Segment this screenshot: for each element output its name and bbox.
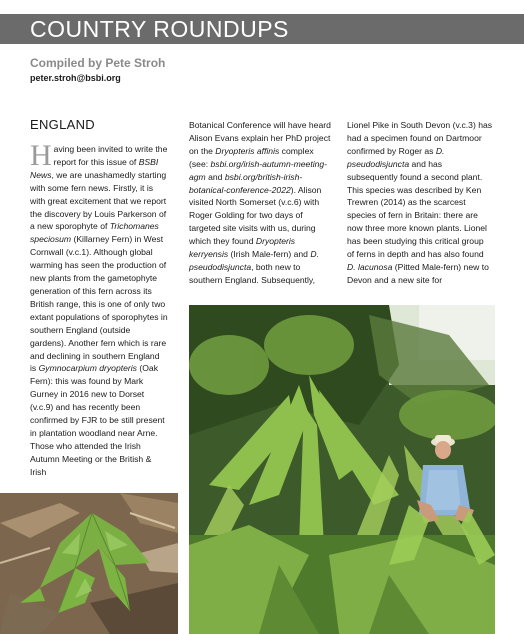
text-run: (Killarney Fern) in West Cornwall (v.c.1). Although global warming has seen the production of new plants from the gametophyte generation of this fern across its British range, this is one of only two extant populations of sporophytes in southern England (outside gardens). Another fern which is rare and declining in southern England is — [30, 234, 168, 374]
paragraph — [30, 139, 168, 479]
text-run: (Oak Fern): this was found by Mark Gurney in 2016 new to Dorset (v.c.9) and has recently been confirmed by FJR to be still present in plantation woodland near Arne. Those who attended the Irish Autumn Meeting or the British & Irish — [30, 363, 165, 477]
text-run: Botanical Conference will have heard Alison Evans explain her PhD project on the — [189, 120, 331, 156]
italic-run: Trichomanes speciosum — [30, 221, 159, 245]
italic-run: BSBI News — [30, 156, 159, 180]
text-column-1 — [30, 139, 168, 479]
text-run: (Pitted Male-fern) new to Devon and a new site for — [347, 261, 489, 285]
text-run: (Irish Male-fern) and — [228, 249, 311, 260]
italic-run: D. pseudodisjuncta — [347, 145, 445, 169]
text-run: , we are unashamedly starting with some fern news. Firstly, it is with great excitement that we report the discovery by Louis Parkerson of a new sporophyte of — [30, 169, 167, 232]
fern-survey-photo-illustration — [189, 305, 495, 634]
paragraph — [189, 119, 331, 287]
text-run: Lionel Pike in South Devon (v.c.3) has had a specimen found on Dartmoor confirmed by Roger as — [347, 120, 493, 156]
text-column-2 — [189, 119, 331, 287]
text-column-3 — [347, 119, 493, 287]
text-run: aving been invited to write the report for this issue of — [53, 144, 168, 167]
oak-fern-photo — [0, 493, 178, 634]
italic-run: Gymnocarpium dryopteris — [38, 363, 137, 374]
oak-fern-photo-illustration — [0, 493, 178, 634]
text-run: and has subsequently found a second plant. This species was described by Ken Trewren (2014) as the scarcest species of fern in Britain: there are now three more known plants. Lionel has been studying this critical group of ferns in depth and has also found — [347, 158, 487, 260]
article-heading: ENGLAND — [30, 117, 95, 132]
text-run: and — [205, 171, 225, 182]
fern-survey-photo — [189, 305, 495, 634]
link-run[interactable]: bsbi.org/irish-autumn-meeting-agm — [189, 158, 328, 182]
text-run: complex (see: — [189, 145, 314, 169]
italic-run: Dryopteris kerryensis — [189, 236, 296, 260]
section-title: COUNTRY ROUNDUPS — [30, 16, 289, 42]
section-banner — [0, 14, 524, 44]
compiled-by: Compiled by Pete Stroh — [30, 56, 166, 70]
text-run: , both new to southern England. Subsequently, — [189, 261, 315, 285]
compiler-email[interactable]: peter.stroh@bsbi.org — [30, 73, 121, 83]
link-run[interactable]: bsbi.org/british-irish-botanical-conference-2022 — [189, 171, 303, 195]
drop-cap: H — [30, 139, 52, 172]
italic-run: D. lacunosa — [347, 261, 393, 272]
text-run: ). Alison visited North Somerset (v.c.6) with Roger Golding for two days of targeted site visits with us, during which they found — [189, 184, 322, 247]
paragraph — [347, 119, 493, 287]
italic-run: D. pseudodisjuncta — [189, 249, 319, 272]
italic-run: Dryopteris affinis — [215, 145, 280, 156]
